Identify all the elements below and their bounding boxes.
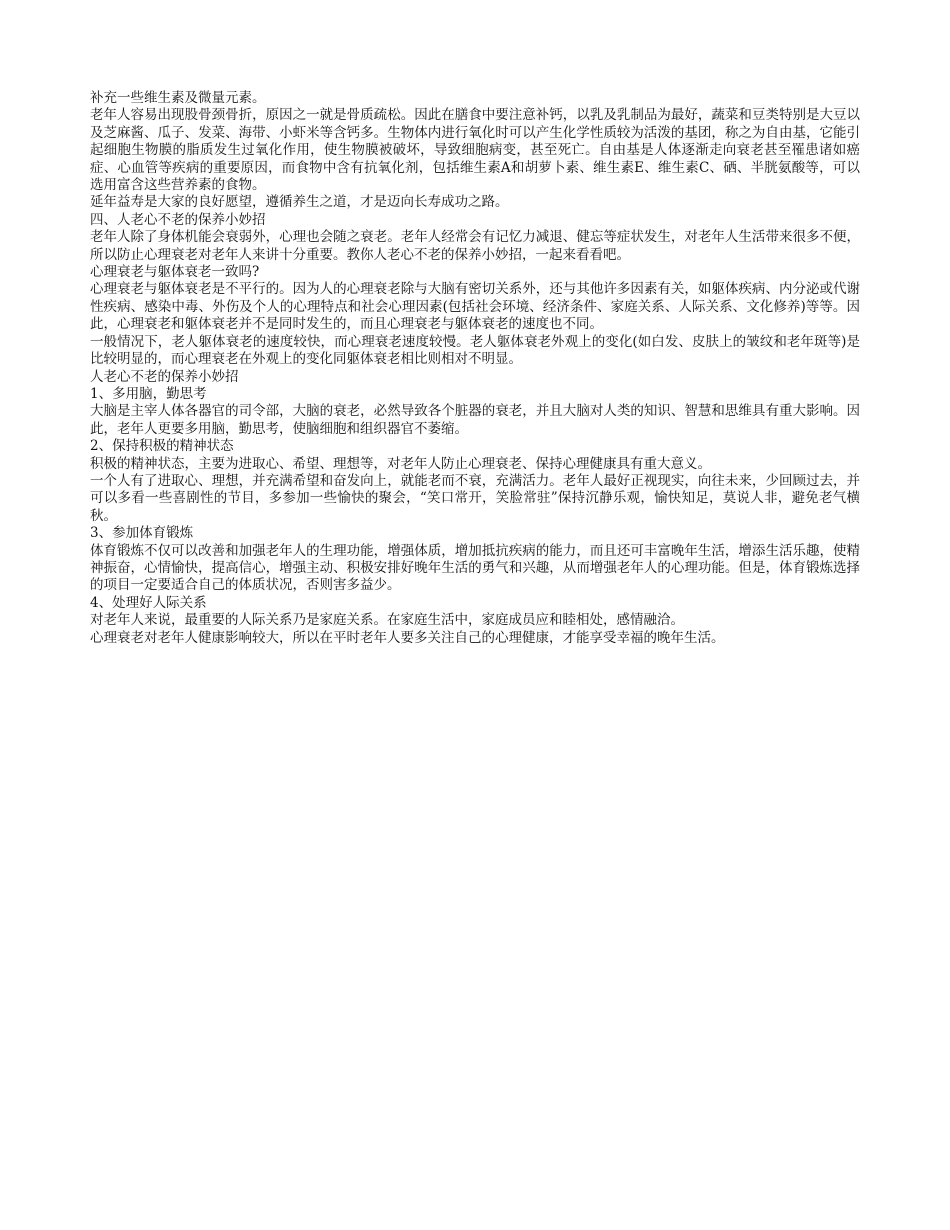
section-heading-four: 四、人老心不老的保养小妙招 bbox=[90, 211, 266, 228]
tip-heading-2: 2、保持积极的精神状态 bbox=[90, 438, 234, 455]
tip-heading-4: 4、处理好人际关系 bbox=[90, 594, 207, 611]
paragraph-tip-3: 体育锻炼不仅可以改善和加强老年人的生理功能，增强体质，增加抵抗疾病的能力，而且还可丰富晚年生活，增添生活乐趣，使精神振奋，心情愉快，提高信心，增强主动、积极安排好晚年生活的勇气和兴趣，从而增强老年人的心理功能。但是，体育锻炼选择的项目一定要适合自己的体质状况，否则害多益少。 bbox=[90, 542, 860, 594]
tips-heading: 人老心不老的保养小妙招 bbox=[90, 368, 239, 385]
paragraph-tip-1: 大脑是主宰人体各器官的司令部，大脑的衰老，必然导致各个脏器的衰老，并且大脑对人类的知识、智慧和思维具有重大影响。因此，老年人更要多用脑，勤思考，使脑细胞和组织器官不萎缩。 bbox=[90, 403, 860, 437]
paragraph-calcium-free-radicals: 老年人容易出现股骨颈骨折，原因之一就是骨质疏松。因此在膳食中要注意补钙，以乳及乳制品为最好，蔬菜和豆类特别是大豆以及芝麻酱、瓜子、发菜、海带、小虾米等含钙多。生物体内进行氧化时可以产生化学性质较为活泼的基团，称之为自由基，它能引起细胞生物膜的脂质发生过氧化作用，使生物膜被破坏，导致细胞病变，甚至死亡。自由基是人体逐渐走向衰老甚至罹患诸如癌症、心血管等疾病的重要原因，而食物中含有抗氧化剂，包括维生素A和胡萝卜素、维生素E、维生素C、硒、半胱氨酸等，可以选用富含这些营养素的食物。 bbox=[90, 107, 860, 194]
question-heading: 心理衰老与躯体衰老一致吗? bbox=[90, 264, 260, 281]
paragraph-aging-speed: 一般情况下，老人躯体衰老的速度较快，而心理衰老速度较慢。老人躯体衰老外观上的变化(如白发、皮肤上的皱纹和老年斑等)是比较明显的，而心理衰老在外观上的变化同躯体衰老相比则相对不明显。 bbox=[90, 333, 860, 368]
paragraph-vitamins-intro: 补充一些维生素及微量元素。 bbox=[90, 90, 266, 106]
paragraph-mental-aging-intro: 老年人除了身体机能会衰弱外，心理也会随之衰老。老年人经常会有记忆力减退、健忘等症状发生，对老年人生活带来很多不便，所以防止心理衰老对老年人来讲十分重要。教你人老心不老的保养小妙招，一起来看看吧。 bbox=[90, 229, 860, 263]
paragraph-conclusion: 心理衰老对老年人健康影响较大，所以在平时老年人要多关注自己的心理健康，才能享受幸福的晚年生活。 bbox=[90, 629, 725, 646]
tip-heading-1: 1、多用脑，勤思考 bbox=[90, 385, 207, 402]
paragraph-tip-4: 对老年人来说，最重要的人际关系乃是家庭关系。在家庭生活中，家庭成员应和睦相处，感情融洽。 bbox=[90, 612, 684, 629]
document-page bbox=[90, 90, 860, 647]
paragraph-tip-2a: 积极的精神状态，主要为进取心、希望、理想等，对老年人防止心理衰老、保持心理健康具有重大意义。 bbox=[90, 455, 711, 472]
tip-heading-3: 3、参加体育锻炼 bbox=[90, 525, 194, 542]
paragraph-not-parallel: 心理衰老与躯体衰老是不平行的。因为人的心理衰老除与大脑有密切关系外，还与其他许多因素有关，如躯体疾病、内分泌或代谢性疾病、感染中毒、外伤及个人的心理特点和社会心理因素(包括社会环境、经济条件、家庭关系、人际关系、文化修养)等等。因此，心理衰老和躯体衰老并不是同时发生的，而且心理衰老与躯体衰老的速度也不同。 bbox=[90, 281, 860, 333]
paragraph-longevity-wish: 延年益寿是大家的良好愿望，遵循养生之道，才是迈向长寿成功之路。 bbox=[90, 194, 509, 211]
paragraph-tip-2b: 一个人有了进取心、理想，并充满希望和奋发向上，就能老而不衰，充满活力。老年人最好正视现实，向往未来，少回顾过去，并可以多看一些喜剧性的节目，多参加一些愉快的聚会，“笑口常开，笑脸常驻”保持沉静乐观，愉快知足，莫说人非，避免老气横秋。 bbox=[90, 472, 860, 524]
